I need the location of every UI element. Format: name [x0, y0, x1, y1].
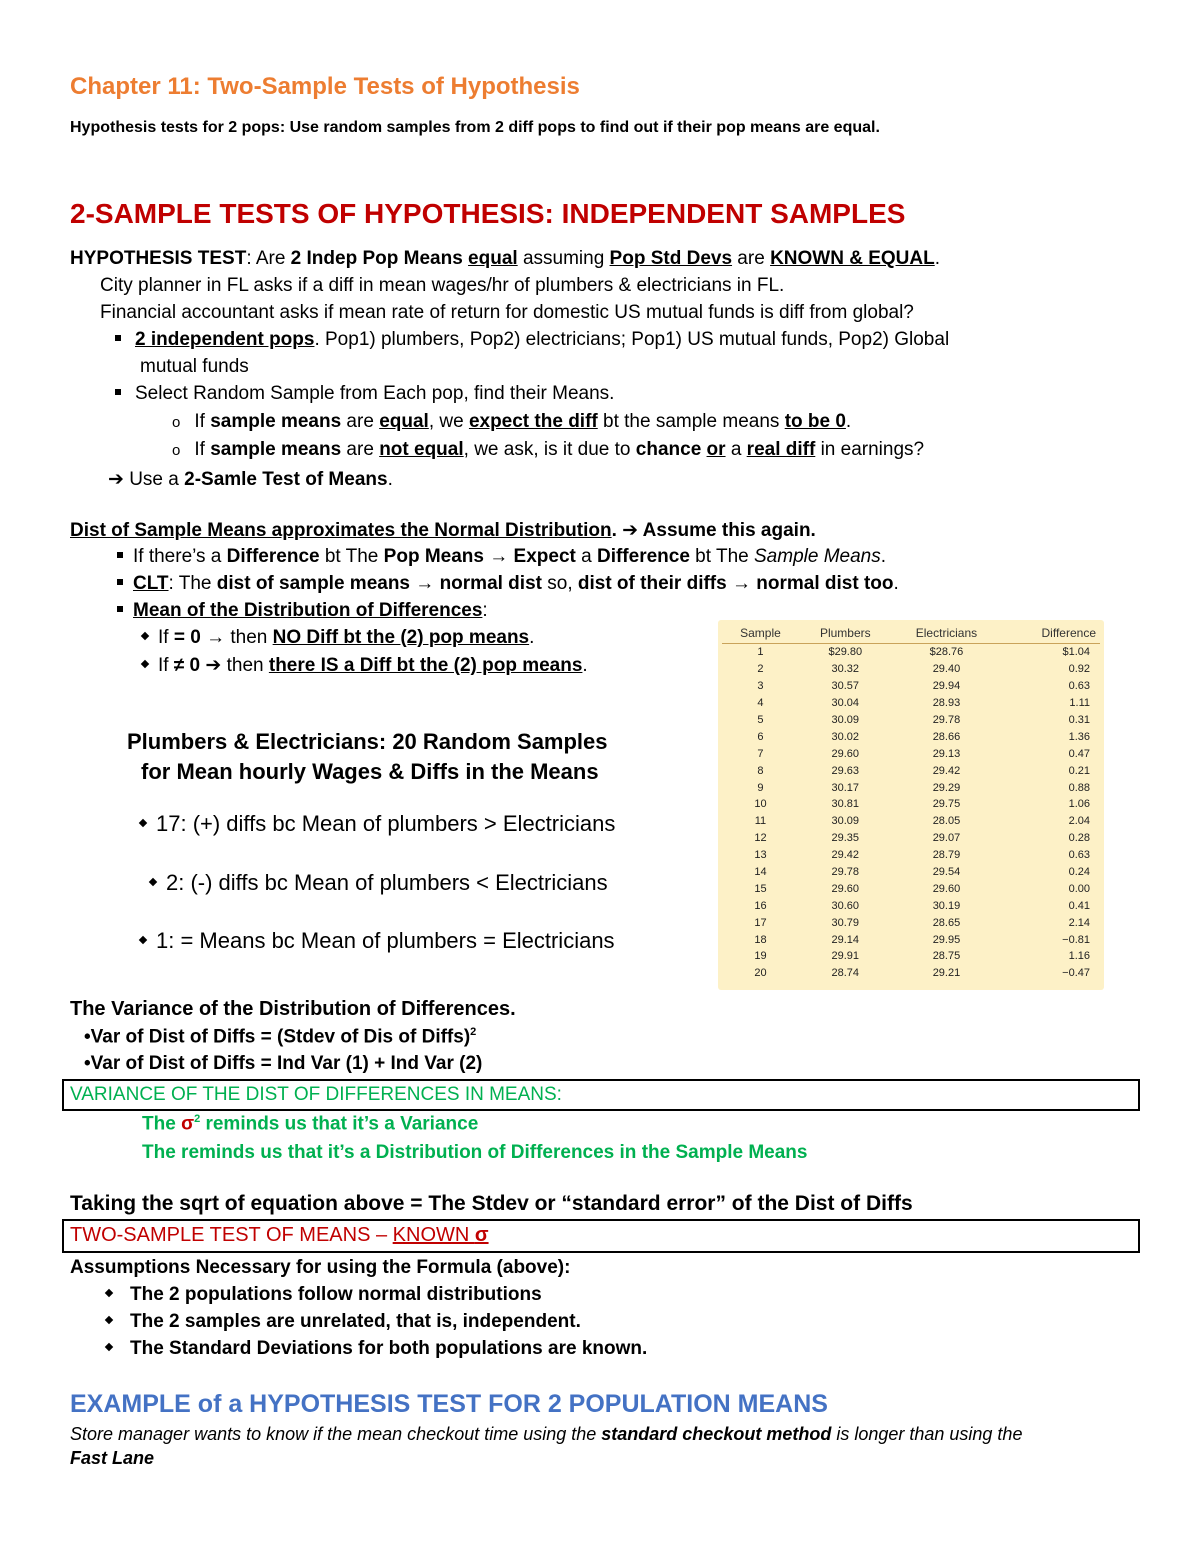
- l1-10: .: [880, 546, 887, 567]
- cell-difference: 0.24: [1068, 866, 1090, 879]
- table-row: [722, 796, 1100, 813]
- b1-u: 2 independent pops: [135, 329, 315, 350]
- cell-electricians: 28.79: [932, 849, 961, 862]
- cell-plumbers: 30.81: [831, 798, 860, 811]
- sub-item-nonzero: [142, 654, 588, 677]
- l1-7: Difference: [596, 546, 690, 567]
- cell-plumbers: 30.02: [831, 730, 860, 743]
- arrow-2: .: [387, 469, 393, 490]
- example-text: [70, 1424, 1022, 1445]
- cell-plumbers: 30.57: [831, 680, 860, 693]
- cell-electricians: 29.60: [932, 882, 961, 895]
- l2-4: normal dist: [439, 573, 542, 594]
- diamond-bullet-icon: [141, 632, 149, 640]
- cell-sample: 4: [757, 697, 764, 710]
- table-header-row: [722, 623, 1100, 644]
- cell-difference: 0.92: [1068, 663, 1090, 676]
- plumbers-point-equal: [140, 928, 615, 954]
- b2: Select Random Sample from Each pop, find their Means.: [135, 383, 615, 404]
- table-row: [722, 965, 1100, 982]
- g1a: The: [142, 1113, 182, 1135]
- table-row: [722, 712, 1100, 729]
- cell-electricians: 29.13: [932, 747, 961, 760]
- list-item-difference: [117, 546, 886, 568]
- box-a: TWO-SAMPLE TEST OF MEANS –: [70, 1224, 393, 1246]
- cell-plumbers: 29.63: [831, 764, 860, 777]
- cell-plumbers: 30.17: [831, 781, 860, 794]
- cell-difference: 2.04: [1068, 815, 1090, 828]
- page-title: Chapter 11: Two-Sample Tests of Hypothesis: [70, 73, 580, 100]
- list-item-indep-pops: [115, 329, 949, 351]
- plumbers-point-negative: [150, 870, 608, 896]
- example-text-fast-lane: Fast Lane: [70, 1448, 155, 1468]
- cell-electricians: $28.76: [929, 646, 964, 659]
- l2-6: dist of their diffs: [577, 573, 727, 594]
- l1-4: →: [483, 546, 514, 567]
- l1-3: Pop Means: [383, 546, 484, 567]
- o1-2: are: [341, 411, 380, 432]
- table-row: [722, 762, 1100, 779]
- p2: 2: (-) diffs bc Mean of plumbers < Electricians: [166, 870, 608, 895]
- cell-difference: 0.88: [1068, 781, 1090, 794]
- cell-plumbers: 29.78: [831, 866, 860, 879]
- l2-7: →: [726, 573, 757, 594]
- l2-2: dist of sample means: [216, 573, 410, 594]
- table-row: [722, 830, 1100, 847]
- o1-5: expect the diff: [468, 411, 598, 432]
- v1sup: 2: [470, 1026, 477, 1038]
- cell-sample: 16: [754, 899, 767, 912]
- l4-1: = 0: [173, 627, 201, 648]
- sub-item-zero: [142, 627, 534, 649]
- diamond-bullet-icon: [141, 660, 149, 668]
- g1sig: σ: [181, 1113, 195, 1135]
- plumbers-title-1: Plumbers & Electricians: 20 Random Samples: [127, 729, 608, 754]
- a0: The 2 populations follow normal distributions: [130, 1284, 542, 1305]
- g1sup: 2: [194, 1113, 201, 1125]
- dist-heading: [70, 519, 816, 542]
- cell-electricians: 28.65: [932, 916, 961, 929]
- diamond-bullet-icon: [105, 1289, 113, 1297]
- cell-sample: 15: [754, 882, 767, 895]
- arrow-1: 2-Samle Test of Means: [184, 469, 388, 490]
- cell-plumbers: 29.42: [831, 849, 860, 862]
- ex-t2: standard checkout method: [601, 1424, 832, 1444]
- variance-box-title: VARIANCE OF THE DIST OF DIFFERENCES IN MEANS:: [70, 1084, 562, 1105]
- example-city-planner: City planner in FL asks if a diff in mean wages/hr of plumbers & electricians in FL.: [100, 275, 785, 296]
- l4-3: NO Diff bt the (2) pop means: [272, 627, 530, 648]
- cell-difference: 0.63: [1068, 680, 1090, 693]
- table-row: [722, 864, 1100, 881]
- cell-sample: 17: [754, 916, 767, 929]
- box-b: KNOWN: [392, 1224, 475, 1246]
- cell-sample: 20: [754, 967, 767, 980]
- ht-t5: Pop Std Devs: [609, 248, 733, 269]
- l2-1: : The: [168, 573, 217, 594]
- o2-5: chance: [635, 439, 702, 460]
- bullet-icon: [115, 389, 121, 395]
- cell-electricians: 28.05: [932, 815, 961, 828]
- box-sig: σ: [474, 1224, 489, 1246]
- l3-0: Mean of the Distribution of Differences: [133, 600, 483, 621]
- l2-3: →: [410, 573, 440, 594]
- cell-sample: 10: [754, 798, 767, 811]
- assumption-2: [106, 1311, 581, 1333]
- o2-1: sample means: [210, 439, 342, 460]
- l1-9: Sample Means: [754, 546, 881, 567]
- diamond-bullet-icon: [149, 878, 157, 886]
- o2-7: or: [706, 439, 726, 460]
- cell-difference: $1.04: [1062, 646, 1090, 659]
- cell-sample: 1: [757, 646, 764, 659]
- cell-sample: 18: [754, 933, 767, 946]
- arrow-0: ➔ Use a: [108, 469, 185, 490]
- col-header-sample: Sample: [722, 623, 799, 644]
- table-row: [722, 880, 1100, 897]
- intro-text: Hypothesis tests for 2 pops: Use random samples from 2 diff pops to find out if their pop means are equal.: [70, 119, 880, 136]
- cell-difference: 0.00: [1068, 882, 1090, 895]
- circle-bullet-icon: o: [172, 442, 181, 459]
- hypothesis-test-line: [70, 248, 940, 270]
- diamond-bullet-icon: [139, 819, 147, 827]
- cell-electricians: 29.21: [932, 967, 961, 980]
- section-heading-independent: 2-SAMPLE TESTS OF HYPOTHESIS: INDEPENDENT SAMPLES: [70, 198, 906, 229]
- list-item-mean-of-dist: [117, 600, 488, 622]
- bullet-icon: [117, 606, 123, 612]
- stdev-line: Taking the sqrt of equation above = The Stdev or “standard error” of the Dist of Diffs: [70, 1192, 913, 1215]
- wages-table-grid: [722, 623, 1100, 982]
- cell-electricians: 28.93: [932, 697, 961, 710]
- cell-difference: 1.16: [1068, 950, 1090, 963]
- variance-line-1: [84, 1026, 476, 1048]
- table-row: [722, 728, 1100, 745]
- cell-plumbers: 28.74: [831, 967, 860, 980]
- cell-electricians: 28.66: [932, 730, 961, 743]
- bullet-icon: [117, 579, 123, 585]
- cell-electricians: 29.95: [932, 933, 961, 946]
- list-item-clt: [117, 573, 899, 595]
- o2-10: in earnings?: [815, 439, 925, 460]
- ht-label: HYPOTHESIS TEST: [70, 248, 247, 269]
- assumptions-heading: Assumptions Necessary for using the Formula (above):: [70, 1257, 571, 1278]
- p1: 17: (+) diffs bc Mean of plumbers > Electricians: [156, 811, 616, 836]
- cell-electricians: 29.42: [932, 764, 961, 777]
- l2-8: normal dist too: [756, 573, 894, 594]
- list-item-random-sample: [115, 383, 614, 405]
- table-row: [722, 897, 1100, 914]
- cell-difference: 1.06: [1068, 798, 1090, 811]
- cell-sample: 11: [754, 815, 767, 828]
- cell-sample: 12: [754, 832, 767, 845]
- cell-difference: 0.28: [1068, 832, 1090, 845]
- o2-0: If: [194, 439, 211, 460]
- o1-6: bt the sample means: [597, 411, 785, 432]
- col-header-difference: Difference: [1001, 623, 1100, 644]
- circle-bullet-icon: o: [172, 414, 181, 431]
- ht-t8: .: [934, 248, 940, 269]
- table-row: [722, 931, 1100, 948]
- l1-6: a: [575, 546, 597, 567]
- l4-0: If: [158, 627, 174, 648]
- cell-plumbers: 30.09: [831, 815, 860, 828]
- cell-electricians: 29.07: [932, 832, 961, 845]
- o1-0: If: [194, 411, 211, 432]
- cell-difference: 0.63: [1068, 849, 1090, 862]
- cell-sample: 6: [757, 730, 764, 743]
- o2-2: are: [341, 439, 380, 460]
- table-row: [722, 745, 1100, 762]
- ht-t1: : Are: [246, 248, 291, 269]
- sub-item-not-equal: [172, 439, 924, 461]
- dist-heading-u: Dist of Sample Means approximates the Normal Distribution: [70, 520, 612, 541]
- l1-0: If there’s a: [133, 546, 227, 567]
- bullet-icon: [115, 335, 121, 341]
- plumbers-title-2: for Mean hourly Wages & Diffs in the Means: [141, 759, 599, 784]
- cell-sample: 14: [754, 866, 767, 879]
- cell-plumbers: 29.91: [831, 950, 860, 963]
- table-row: [722, 779, 1100, 796]
- col-header-electricians: Electricians: [892, 623, 1002, 644]
- table-row: [722, 813, 1100, 830]
- variance-heading: The Variance of the Distribution of Differences.: [70, 998, 516, 1020]
- ht-t3: equal: [468, 248, 518, 269]
- o2-4: , we ask, is it due to: [463, 439, 636, 460]
- l5-4: .: [582, 655, 588, 676]
- o1-7: to be 0: [784, 411, 846, 432]
- table-row: [722, 678, 1100, 695]
- cell-plumbers: 30.79: [831, 916, 860, 929]
- diamond-bullet-icon: [139, 936, 147, 944]
- arrow-line: [108, 468, 393, 491]
- a1: The 2 samples are unrelated, that is, independent.: [130, 1311, 581, 1332]
- cell-electricians: 29.54: [932, 866, 961, 879]
- table-row: [722, 695, 1100, 712]
- cell-plumbers: 29.35: [831, 832, 860, 845]
- cell-electricians: 29.29: [932, 781, 961, 794]
- table-row: [722, 847, 1100, 864]
- cell-difference: 0.31: [1068, 714, 1090, 726]
- cell-plumbers: 30.60: [831, 899, 860, 912]
- cell-difference: 2.14: [1068, 916, 1090, 929]
- cell-sample: 19: [754, 950, 767, 963]
- ex-t1: Store manager wants to know if the mean checkout time using the: [70, 1424, 602, 1444]
- l2-9: .: [893, 573, 899, 594]
- variance-note-1: [142, 1113, 478, 1135]
- o1-4: , we: [428, 411, 469, 432]
- v1a: •Var of Dist of Diffs = (Stdev of Dis of Diffs): [84, 1026, 471, 1048]
- p3: 1: = Means bc Mean of plumbers = Electricians: [156, 928, 615, 953]
- table-row: [722, 661, 1100, 678]
- cell-electricians: 29.78: [932, 714, 961, 726]
- o2-8: a: [725, 439, 747, 460]
- ex-t3: is longer than using the: [831, 1424, 1023, 1444]
- list-item-cont: mutual funds: [140, 356, 249, 377]
- g1b: reminds us that it’s a Variance: [200, 1113, 479, 1135]
- cell-difference: 1.11: [1069, 697, 1090, 710]
- diamond-bullet-icon: [105, 1316, 113, 1324]
- l4-2: → then: [200, 627, 273, 648]
- cell-electricians: 29.94: [932, 680, 961, 693]
- l1-5: Expect: [513, 546, 576, 567]
- cell-sample: 2: [757, 663, 764, 676]
- cell-electricians: 30.19: [932, 899, 961, 912]
- ht-t6: are: [732, 248, 771, 269]
- cell-sample: 3: [757, 680, 764, 693]
- cell-sample: 8: [757, 764, 764, 777]
- variance-note-2: The reminds us that it’s a Distribution of Differences in the Sample Means: [142, 1142, 808, 1163]
- o1-3: equal: [379, 411, 429, 432]
- cell-difference: 1.36: [1068, 730, 1090, 743]
- l1-2: bt The: [319, 546, 384, 567]
- example-heading: EXAMPLE of a HYPOTHESIS TEST FOR 2 POPULATION MEANS: [70, 1390, 828, 1418]
- b1-rest: . Pop1) plumbers, Pop2) electricians; Pop1) US mutual funds, Pop2) Global: [314, 329, 950, 350]
- cell-plumbers: 29.60: [831, 747, 860, 760]
- ht-t4: assuming: [517, 248, 610, 269]
- diamond-bullet-icon: [105, 1343, 113, 1351]
- cell-plumbers: $29.80: [828, 646, 863, 659]
- l1-1: Difference: [226, 546, 320, 567]
- cell-sample: 5: [757, 714, 764, 726]
- cell-difference: 0.47: [1068, 747, 1090, 760]
- cell-difference: −0.47: [1062, 967, 1090, 980]
- l4-4: .: [529, 627, 535, 648]
- cell-difference: 0.41: [1068, 899, 1090, 912]
- cell-sample: 13: [754, 849, 767, 862]
- dist-heading-rest: . ➔ Assume this again.: [611, 520, 816, 541]
- cell-difference: −0.81: [1062, 933, 1090, 946]
- l2-5: so,: [541, 573, 578, 594]
- ht-t2: 2 Indep Pop Means: [290, 248, 463, 269]
- cell-plumbers: 29.14: [831, 933, 860, 946]
- cell-electricians: 28.75: [932, 950, 961, 963]
- o2-3: not equal: [379, 439, 464, 460]
- o1-8: .: [845, 411, 852, 432]
- o2-9: real diff: [746, 439, 816, 460]
- wages-table: [718, 620, 1104, 990]
- cell-electricians: 29.40: [932, 663, 961, 676]
- l2-0: CLT: [133, 573, 169, 594]
- table-row: [722, 644, 1100, 661]
- table-row: [722, 914, 1100, 931]
- cell-sample: 7: [757, 747, 764, 760]
- cell-plumbers: 30.09: [831, 714, 860, 726]
- variance-line-2: •Var of Dist of Diffs = Ind Var (1) + Ind Var (2): [84, 1053, 483, 1074]
- sub-item-equal: [172, 411, 851, 433]
- assumption-1: [106, 1284, 542, 1306]
- table-row: [722, 948, 1100, 965]
- bullet-icon: [117, 552, 123, 558]
- l1-8: bt The: [689, 546, 754, 567]
- known-sigma-title: [70, 1224, 489, 1247]
- l3-1: :: [482, 600, 488, 621]
- assumption-3: [106, 1338, 647, 1360]
- cell-difference: 0.21: [1068, 764, 1090, 777]
- l5-0: If: [158, 655, 174, 676]
- o1-1: sample means: [210, 411, 342, 432]
- ht-t7: KNOWN & EQUAL: [770, 248, 935, 269]
- l5-2: ➔ then: [200, 655, 269, 676]
- example-accountant: Financial accountant asks if mean rate of return for domestic US mutual funds is diff from global?: [100, 302, 914, 323]
- cell-plumbers: 30.04: [831, 697, 860, 710]
- cell-electricians: 29.75: [932, 798, 961, 811]
- cell-plumbers: 29.60: [831, 882, 860, 895]
- cell-sample: 9: [757, 781, 764, 794]
- cell-plumbers: 30.32: [831, 663, 860, 676]
- a2: The Standard Deviations for both populations are known.: [130, 1338, 648, 1359]
- col-header-plumbers: Plumbers: [799, 623, 892, 644]
- plumbers-point-positive: [140, 811, 615, 837]
- l5-1: ≠ 0: [173, 655, 201, 676]
- l5-3: there IS a Diff bt the (2) pop means: [268, 655, 583, 676]
